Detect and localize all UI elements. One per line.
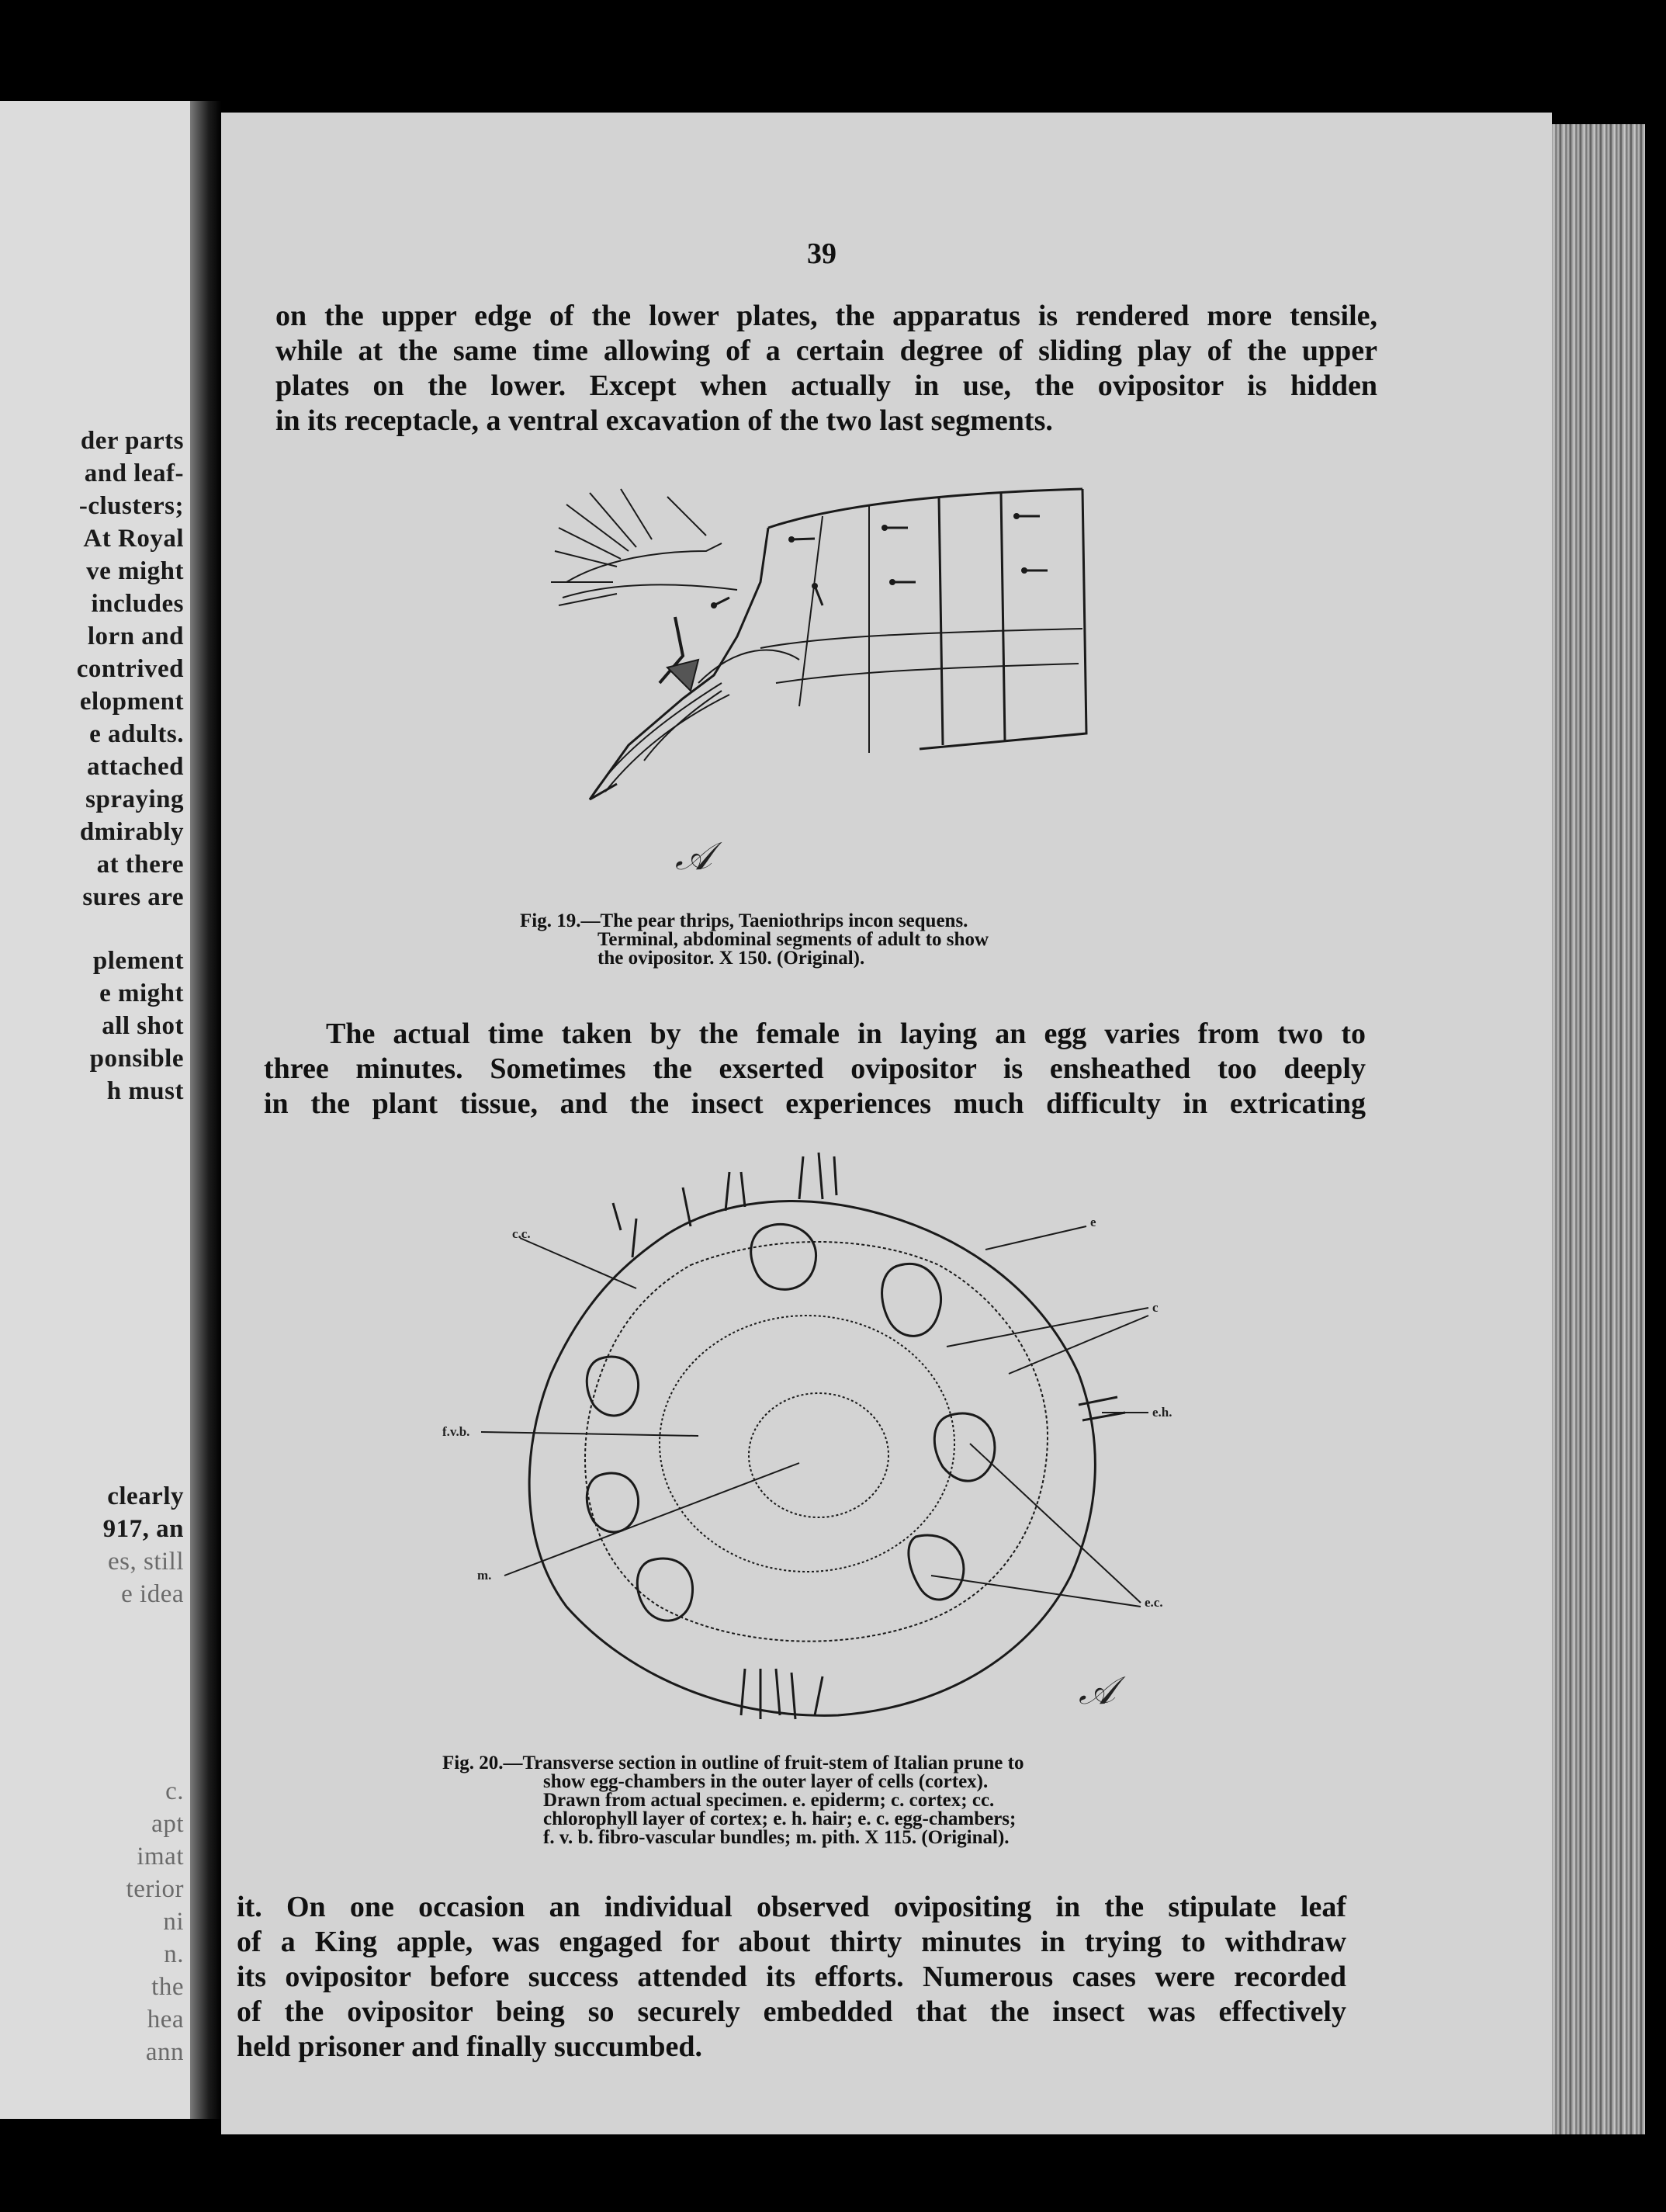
left-line: At Royal — [83, 525, 184, 553]
text-line: while at the same time allowing of a certain degree of sliding play of the upper — [275, 335, 1377, 367]
caption-line: Fig. 19.—The pear thrips, Taeniothrips incon sequens. — [520, 910, 968, 931]
book-gutter — [190, 101, 221, 2119]
left-line: clearly — [107, 1482, 184, 1510]
label-m: m. — [477, 1568, 492, 1583]
left-line: hea — [147, 2006, 184, 2033]
left-line: ni — [163, 1908, 184, 1936]
caption-line: show egg-chambers in the outer layer of cells (cortex). — [543, 1771, 989, 1792]
left-page — [0, 101, 190, 2119]
left-line: ve might — [86, 557, 184, 585]
left-line: 917, an — [102, 1515, 184, 1543]
left-line: elopment — [79, 688, 184, 716]
left-line: plement — [92, 947, 184, 975]
left-line: includes — [91, 590, 184, 618]
page-number: 39 — [807, 237, 836, 270]
left-line: imat — [137, 1843, 184, 1870]
text-line: it. On one occasion an individual observed ovipositing in the stipulate leaf — [237, 1891, 1346, 1923]
caption-line: Drawn from actual specimen. e. epiderm; c. cortex; cc. — [543, 1790, 995, 1811]
figure-19-drawing — [543, 481, 1102, 916]
caption-line: Terminal, abdominal segments of adult to show — [597, 929, 989, 950]
text-line: held prisoner and finally succumbed. — [237, 2030, 703, 2063]
left-line: es, still — [107, 1548, 184, 1576]
monogram-icon: 𝒜 — [675, 834, 712, 878]
label-cc: c.c. — [512, 1226, 531, 1241]
label-eh: e.h. — [1152, 1405, 1172, 1420]
text-line: of a King apple, was engaged for about thirty minutes in trying to withdraw — [237, 1926, 1346, 1958]
left-line: e idea — [121, 1580, 184, 1608]
text-line: The actual time taken by the female in laying an egg varies from two to — [326, 1018, 1366, 1050]
text-line: three minutes. Sometimes the exserted ovipositor is ensheathed too deeply — [264, 1052, 1366, 1085]
left-line: -clusters; — [78, 492, 184, 520]
left-line: terior — [126, 1875, 184, 1903]
caption-line: f. v. b. fibro-vascular bundles; m. pith. X 115. (Original). — [543, 1827, 1010, 1848]
label-fvb: f.v.b. — [442, 1424, 470, 1439]
caption-line: Fig. 20.—Transverse section in outline of fruit-stem of Italian prune to — [442, 1753, 1024, 1773]
paragraph-3 — [237, 1890, 1346, 2065]
left-line: der parts — [80, 427, 184, 455]
left-line: lorn and — [87, 622, 184, 650]
label-c: c — [1152, 1300, 1159, 1315]
figure-20-caption — [442, 1754, 1023, 1847]
caption-line: chlorophyll layer of cortex; e. h. hair; e. c. egg-chambers; — [543, 1808, 1017, 1829]
paragraph-2 — [264, 1017, 1366, 1122]
paragraph-1 — [275, 299, 1377, 439]
left-line: all shot — [102, 1012, 184, 1040]
figure-20-drawing — [435, 1141, 1211, 1754]
left-line: c. — [165, 1777, 184, 1805]
caption-line: the ovipositor. X 150. (Original). — [597, 948, 865, 969]
text-line: on the upper edge of the lower plates, the apparatus is rendered more tensile, — [275, 300, 1377, 332]
left-line: attached — [87, 753, 184, 781]
left-line: ponsible — [89, 1045, 184, 1073]
left-line: contrived — [76, 655, 184, 683]
page-edges — [1552, 124, 1645, 2134]
text-line: in the plant tissue, and the insect experiences much difficulty in extricating — [264, 1087, 1366, 1120]
left-line: at there — [96, 851, 184, 879]
left-line: spraying — [85, 785, 184, 813]
text-line: plates on the lower. Except when actually in use, the ovipositor is hidden — [275, 369, 1377, 402]
monogram-icon: 𝒜 — [1079, 1669, 1116, 1712]
text-line: in its receptacle, a ventral excavation of the two last segments. — [275, 404, 1053, 437]
left-line: h must — [106, 1077, 184, 1105]
left-line: and leaf- — [84, 459, 184, 487]
left-line: apt — [151, 1810, 184, 1838]
figure-19-caption — [520, 912, 989, 968]
text-line: its ovipositor before success attended its efforts. Numerous cases were recorded — [237, 1961, 1346, 1993]
left-line: ann — [145, 2038, 184, 2066]
label-e: e — [1090, 1215, 1096, 1229]
left-line: n. — [164, 1940, 184, 1968]
left-line: the — [151, 1973, 184, 2001]
left-line: e might — [99, 979, 184, 1007]
left-line: sures are — [82, 883, 184, 911]
left-line: e adults. — [89, 720, 184, 748]
text-line: of the ovipositor being so securely embedded that the insect was effectively — [237, 1995, 1346, 2028]
left-line: dmirably — [79, 818, 184, 846]
label-ec: e.c. — [1145, 1595, 1163, 1610]
